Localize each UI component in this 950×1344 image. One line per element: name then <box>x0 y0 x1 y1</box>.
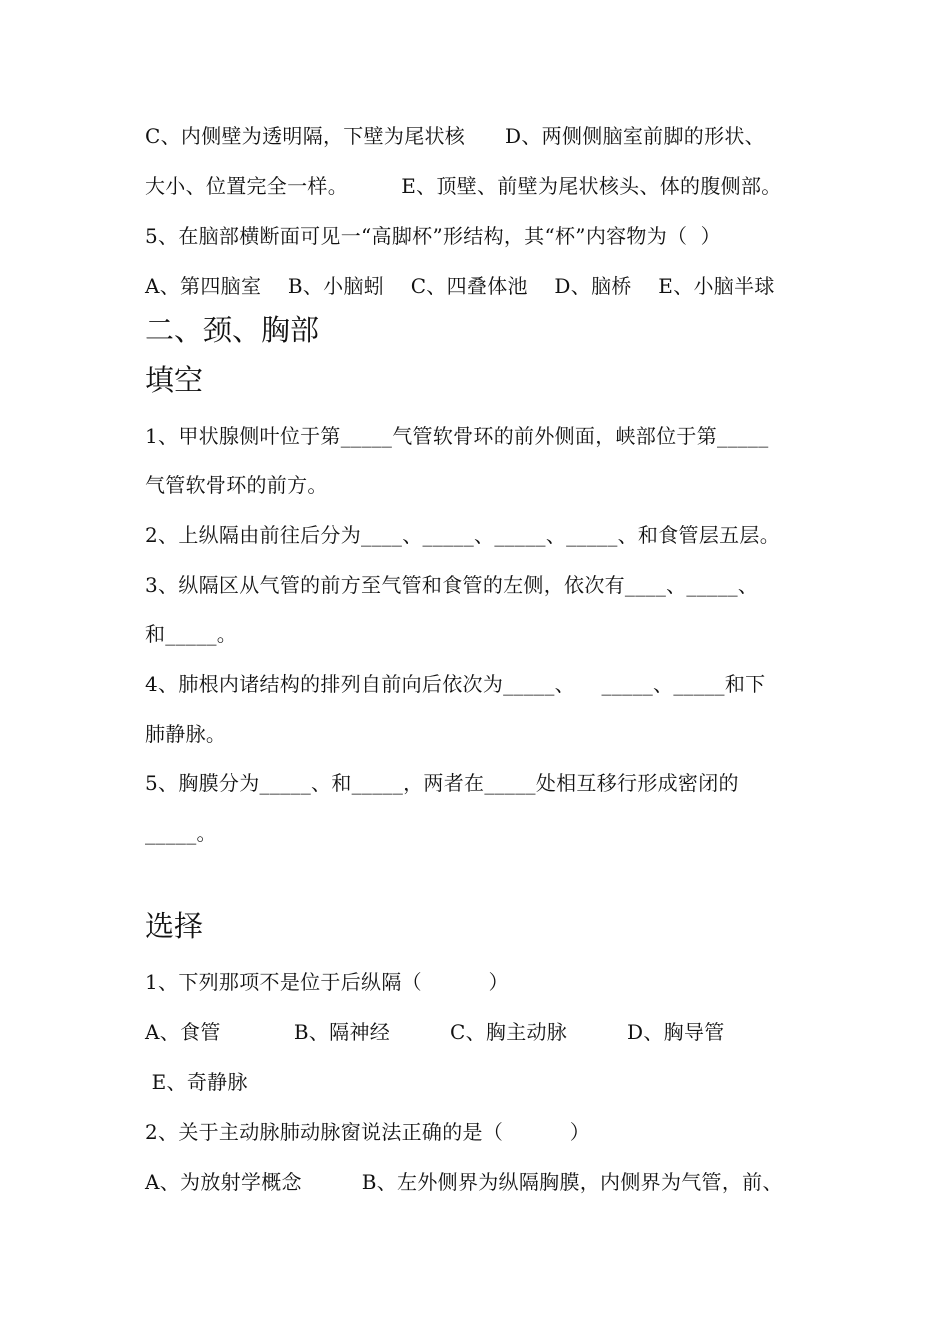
fill-item: _____。 <box>145 821 217 845</box>
q5-options: A、第四脑室 B、小脑蚓 C、四叠体池 D、脑桥 E、小脑半球 <box>145 274 775 298</box>
q4-options-cd: C、内侧壁为透明隔，下壁为尾状核 D、两侧侧脑室前脚的形状、 <box>145 124 765 148</box>
fill-item: 3、纵隔区从气管的前方至气管和食管的左侧，依次有____、_____、 <box>145 573 759 597</box>
fill-item: 4、肺根内诸结构的排列自前向后依次为_____、 _____、_____和下 <box>145 672 766 696</box>
q5-question: 5、在脑部横断面可见一“高脚杯”形结构，其“杯”内容物为（ ） <box>145 224 721 248</box>
fill-item: 气管软骨环的前方。 <box>145 473 328 497</box>
fill-item: 5、胸膜分为_____、和_____，两者在_____处相互移行形成密闭的 <box>145 771 739 795</box>
fill-heading: 填空 <box>145 363 204 397</box>
fill-item: 1、甲状腺侧叶位于第_____气管软骨环的前外侧面，峡部位于第_____ <box>145 424 769 448</box>
choice-item: 1、下列那项不是位于后纵隔（ ） <box>145 970 509 994</box>
choice-item: A、食管 B、隔神经 C、胸主动脉 D、胸导管 <box>145 1020 725 1044</box>
section-title: 二、颈、胸部 <box>145 313 320 347</box>
choice-heading: 选择 <box>145 909 204 943</box>
fill-item: 2、上纵隔由前往后分为____、_____、_____、_____、和食管层五层。 <box>145 523 781 547</box>
choice-item: 2、关于主动脉肺动脉窗说法正确的是（ ） <box>145 1120 590 1144</box>
fill-item: 和_____。 <box>145 622 238 646</box>
choice-item: A、为放射学概念 B、左外侧界为纵隔胸膜，内侧界为气管，前、 <box>145 1170 783 1194</box>
fill-item: 肺静脉。 <box>145 722 227 746</box>
choice-item: E、奇静脉 <box>145 1070 248 1094</box>
q4-options-e: 大小、位置完全一样。 E、顶壁、前壁为尾状核头、体的腹侧部。 <box>145 174 782 198</box>
